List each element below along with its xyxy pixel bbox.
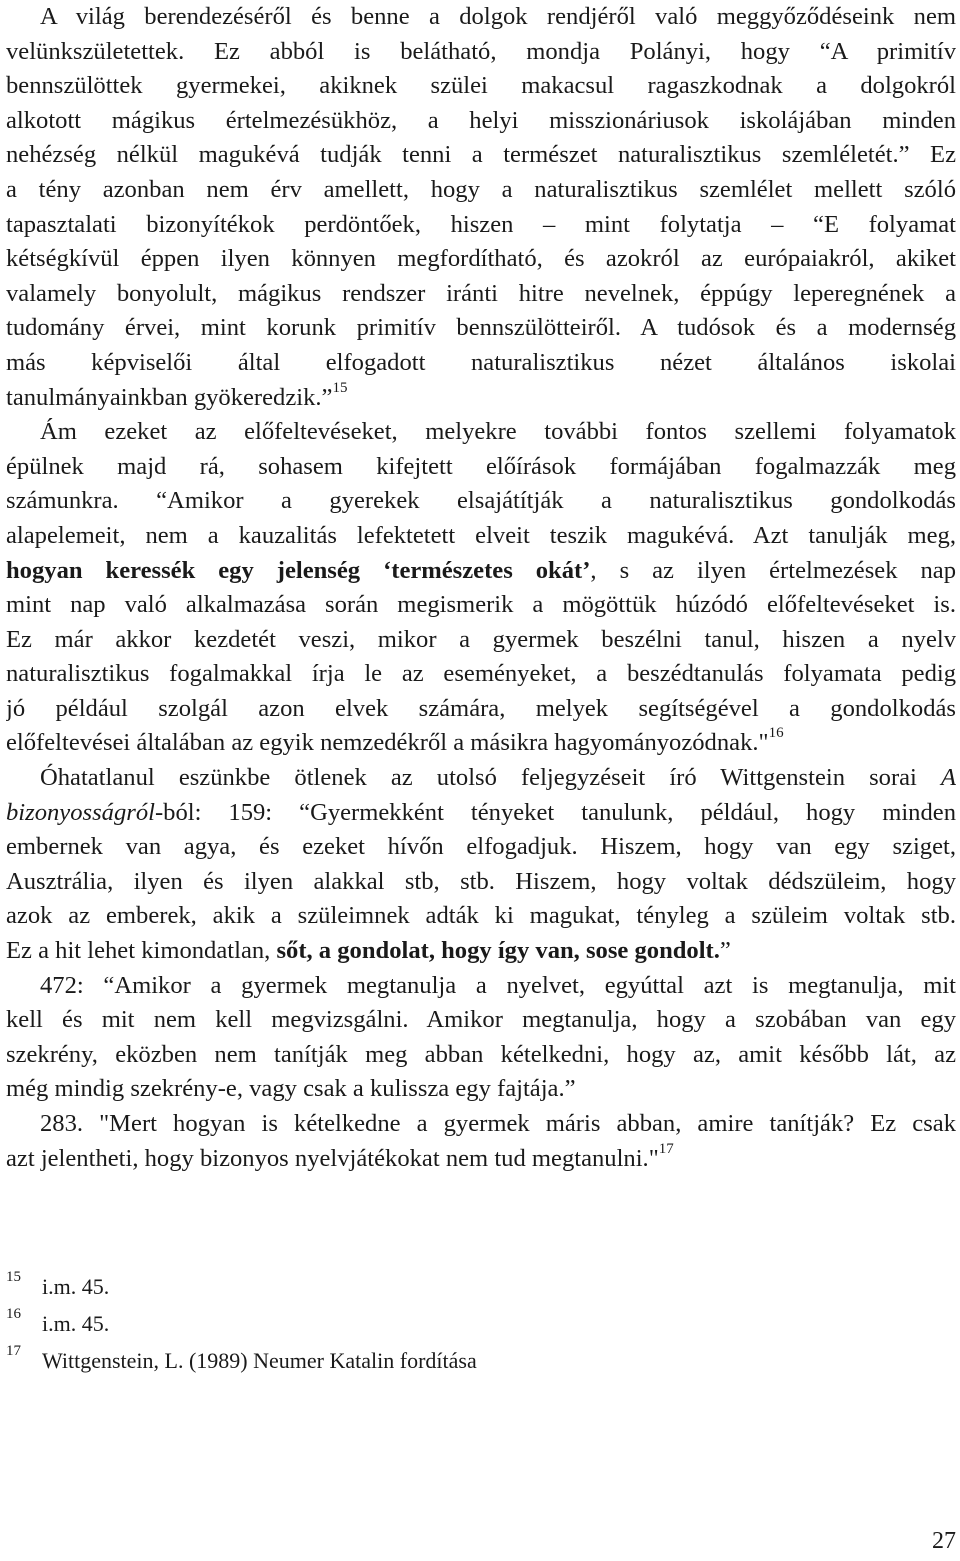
footnote-number: 16 xyxy=(6,1306,21,1322)
line-text: előfeltevései általában az egyik nemzedékről a másikra hagyományozódnak." xyxy=(6,729,769,757)
line-text: azok az emberek, akik a szüleimnek adták ki magukat, tényleg a szüleim voltak stb. xyxy=(6,902,956,930)
line-text: azt jelentheti, hogy bizonyos nyelvjátékokat nem tud megtanulni." xyxy=(6,1144,659,1172)
text-line xyxy=(6,381,956,416)
line-text: Ez a hit lehet kimondatlan, xyxy=(6,937,277,965)
text-line xyxy=(6,796,956,831)
line-text: mint nap való alkalmazása során megismerik a mögöttük húzódó előfeltevéseket is. xyxy=(6,591,956,619)
line-text: tapasztalati bizonyítékok perdöntőek, hiszen – mint folytatja – “E folyamat xyxy=(6,210,956,238)
text-line xyxy=(6,761,956,796)
line-text: számunkra. “Amikor a gyerekek elsajátítják a naturalisztikus gondolkodás xyxy=(6,487,956,515)
text-line xyxy=(6,1072,956,1107)
footnote-ref[interactable]: 17 xyxy=(658,1141,674,1157)
text-line xyxy=(6,104,956,139)
text-line xyxy=(6,899,956,934)
bold-phrase: hogyan keressék egy jelenség ‘természetes okát’ xyxy=(6,556,591,584)
line-text: alkotott mágikus értelmezésükhöz, a helyi misszionáriusok iskolájában minden xyxy=(6,106,956,134)
text-line xyxy=(6,692,956,727)
footnote xyxy=(6,1344,906,1381)
text-line xyxy=(6,1003,956,1038)
text-line xyxy=(6,450,956,485)
footnote-number: 17 xyxy=(6,1343,21,1359)
text-line xyxy=(6,69,956,104)
text-line xyxy=(6,277,956,312)
text-line xyxy=(6,1038,956,1073)
bold-phrase: sőt, a gondolat, hogy így van, sose gondolt. xyxy=(276,937,720,965)
text-line xyxy=(6,415,956,450)
line-text: szekrény, eközben nem tanítják meg abban kételkedni, hogy az, amit később lát, az xyxy=(6,1040,956,1068)
text-line xyxy=(6,1107,956,1142)
footnote-text: i.m. 45. xyxy=(42,1311,110,1336)
line-text: alapelemeit, nem a kauzalitás lefektetett elveit teszik magukévá. Azt tanulják meg, xyxy=(6,521,956,549)
text-line xyxy=(6,242,956,277)
line-text: tudomány érvei, mint korunk primitív bennszülötteiről. A tudósok és a modernség xyxy=(6,314,956,342)
line-text: A világ berendezéséről és benne a dolgok rendjéről való meggyőződéseink nem xyxy=(40,3,956,30)
text-line xyxy=(6,138,956,173)
line-text: valamely bonyolult, mágikus rendszer iránti hitre nevelnek, éppúgy leperegnének a xyxy=(6,279,956,307)
text-line xyxy=(6,519,956,554)
line-text: Óhatatlanul eszünkbe ötlenek az utolsó feljegyzéseit író Wittgenstein sorai xyxy=(40,764,941,792)
line-text: 283. "Mert hogyan is kételkedne a gyermek máris abban, amire tanítják? Ez csak xyxy=(40,1110,956,1137)
text-line xyxy=(6,865,956,900)
line-text: nehézség nélkül magukévá tudják tenni a természet naturalisztikus szemléletét.” Ez xyxy=(6,141,956,169)
line-tail: ” xyxy=(719,937,731,965)
line-text: tanulmányainkban gyökeredzik.” xyxy=(6,383,333,411)
footnote-text: i.m. 45. xyxy=(42,1274,110,1299)
line-text: , s az ilyen értelmezések nap xyxy=(590,556,956,584)
line-text: bennszülöttek gyermekei, akiknek szülei makacsul ragaszkodnak a dolgokról xyxy=(6,72,956,100)
text-line xyxy=(6,0,956,35)
text-line xyxy=(6,969,956,1004)
text-line xyxy=(6,35,956,70)
footnote-text: Wittgenstein, L. (1989) Neumer Katalin fordítása xyxy=(42,1348,477,1373)
footnotes xyxy=(6,1270,906,1381)
line-text: velünkszületettek. Ez abból is belátható, mondja Polányi, hogy “A primitív xyxy=(6,37,956,65)
text-line xyxy=(6,934,956,969)
line-text: -ból: 159: “Gyermekként tényeket tanulunk, például, hogy minden xyxy=(154,798,956,826)
italic-title: bizonyosságról xyxy=(6,798,155,826)
line-text: Ausztrália, ilyen és ilyen alakkal stb, stb. Hiszem, hogy voltak dédszüleim, hogy xyxy=(6,867,956,895)
text-line xyxy=(6,346,956,381)
text-line xyxy=(6,830,956,865)
line-text: 472: “Amikor a gyermek megtanulja a nyelvet, egyúttal azt is megtanulja, mit xyxy=(40,971,956,999)
text-line xyxy=(6,726,956,761)
line-text: Ez már akkor kezdetét veszi, mikor a gyermek beszélni tanul, hiszen a nyelv xyxy=(6,625,956,653)
text-line xyxy=(6,484,956,519)
footnote-ref[interactable]: 15 xyxy=(332,380,348,396)
footnote-ref[interactable]: 16 xyxy=(768,726,784,742)
text-line xyxy=(6,554,956,589)
line-text: Ám ezeket az előfeltevéseket, melyekre további fontos szellemi folyamatok xyxy=(40,418,956,446)
line-text: kétségkívül éppen ilyen könnyen megfordítható, és azokról az európaiakról, akiket xyxy=(6,245,956,273)
text-line xyxy=(6,173,956,208)
line-text: más képviselői által elfogadott naturalisztikus nézet általános iskolai xyxy=(6,348,956,376)
italic-title: A xyxy=(940,764,956,792)
footnote-number: 15 xyxy=(6,1269,21,1285)
line-text: naturalisztikus fogalmakkal írja le az eseményeket, a beszédtanulás folyamata pedig xyxy=(6,660,956,688)
text-line xyxy=(6,588,956,623)
text-line xyxy=(6,657,956,692)
text-line xyxy=(6,623,956,658)
line-text: épülnek majd rá, sohasem kifejtett előírások formájában fogalmazzák meg xyxy=(6,452,956,480)
text-line xyxy=(6,1142,956,1177)
footnote xyxy=(6,1307,906,1344)
line-text: jó például szolgál azon elvek számára, melyek segítségével a gondolkodás xyxy=(6,694,956,722)
line-text: embernek van agya, és ezeket hívőn elfogadjuk. Hiszem, hogy van egy sziget, xyxy=(6,833,956,861)
text-line xyxy=(6,311,956,346)
line-text: a tény azonban nem érv amellett, hogy a naturalisztikus szemlélet mellett szóló xyxy=(6,175,956,203)
text-line xyxy=(6,208,956,243)
body-text xyxy=(6,0,956,1176)
line-text: kell és mit nem kell megvizsgálni. Amikor megtanulja, hogy a szobában van egy xyxy=(6,1006,956,1034)
page-number: 27 xyxy=(932,1528,956,1554)
footnote xyxy=(6,1270,906,1307)
line-text: még mindig szekrény-e, vagy csak a kulissza egy fajtája.” xyxy=(6,1075,576,1103)
